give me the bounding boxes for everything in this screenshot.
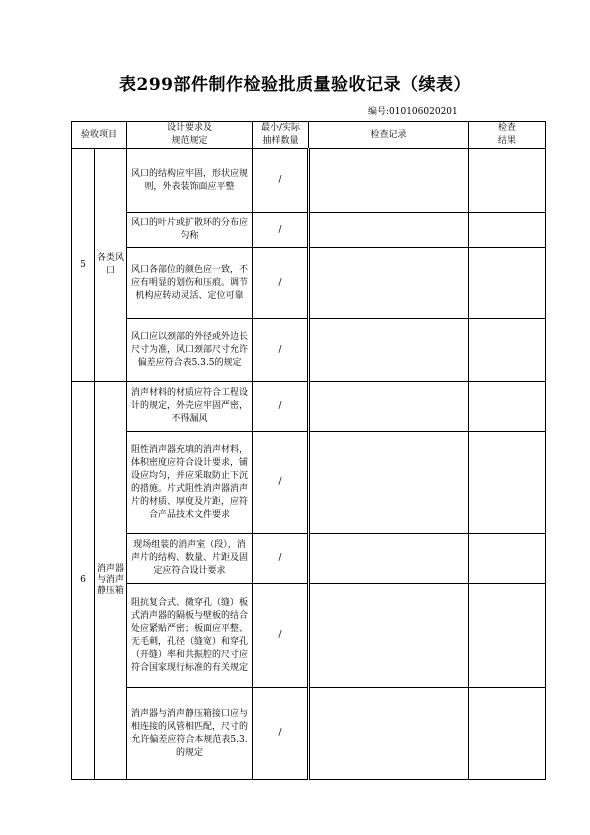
table-row xyxy=(72,382,546,432)
record-cell[interactable] xyxy=(309,534,469,584)
header-item: 验收项目 xyxy=(72,122,127,149)
requirement-cell: 现场组装的消声室（段），消声片的结构、数量、片距及固定应符合设计要求 xyxy=(127,534,253,584)
requirement-cell: 风口的结构应牢固，形状应规则，外表装饰面应平整 xyxy=(127,149,253,213)
header-requirement xyxy=(127,122,253,149)
header-requirement-line2: 规范规定 xyxy=(171,136,208,146)
table-row xyxy=(72,432,546,534)
quantity-cell: / xyxy=(253,213,309,248)
table-row xyxy=(72,584,546,688)
quantity-cell: / xyxy=(253,584,309,688)
result-cell[interactable] xyxy=(469,149,546,213)
table-row xyxy=(72,534,546,584)
requirement-cell: 消声材料的材质应符合工程设计的规定，外壳应牢固严密，不得漏风 xyxy=(127,382,253,432)
result-cell[interactable] xyxy=(469,688,546,780)
table-row xyxy=(72,248,546,319)
record-cell[interactable] xyxy=(309,213,469,248)
record-cell[interactable] xyxy=(309,319,469,382)
quantity-cell: / xyxy=(253,534,309,584)
header-quantity-line1: 最小/实际 xyxy=(260,123,301,133)
group-name: 消声器与消声静压箱 xyxy=(95,382,127,780)
requirement-cell: 风口各部位的颜色应一致，不应有明显的划伤和压痕。调节机构应转动灵活、定位可靠 xyxy=(127,248,253,319)
requirement-cell: 风口应以颈部的外径或外边长尺寸为准，风口颈部尺寸允许偏差应符合表5.3.5的规定 xyxy=(127,319,253,382)
page-title: 表299部件制作检验批质量验收记录（续表） xyxy=(119,75,471,95)
header-requirement-line1: 设计要求及 xyxy=(167,123,213,133)
table-row xyxy=(72,319,546,382)
requirement-cell: 风口的叶片或扩散环的分布应匀称 xyxy=(127,213,253,248)
header-row xyxy=(72,122,546,149)
requirement-cell: 消声器与消声静压箱接口应与相连接的风管相匹配，尺寸的允许偏差应符合本规范表5.3. 的规定 xyxy=(127,688,253,780)
header-quantity xyxy=(253,122,309,149)
record-cell[interactable] xyxy=(309,382,469,432)
quantity-cell: / xyxy=(253,319,309,382)
header-result-line1: 检查 xyxy=(498,123,517,133)
result-cell[interactable] xyxy=(469,213,546,248)
header-result xyxy=(469,122,546,149)
quantity-cell: / xyxy=(253,432,309,534)
header-record: 检查记录 xyxy=(309,122,469,149)
header-result-line2: 结果 xyxy=(498,136,517,146)
result-cell[interactable] xyxy=(469,382,546,432)
record-cell[interactable] xyxy=(309,584,469,688)
record-cell[interactable] xyxy=(309,149,469,213)
header-quantity-line2: 抽样数量 xyxy=(262,136,299,146)
table-row xyxy=(72,149,546,213)
quantity-cell: / xyxy=(253,149,309,213)
group-number: 6 xyxy=(72,382,95,780)
inspection-table xyxy=(71,121,546,780)
group-number: 5 xyxy=(72,149,95,382)
requirement-cell: 阻性消声器充填的消声材料，体积密度应符合设计要求，铺设应均匀，并应采取防止下沉的措施。片式阻性消声器消声片的材质、厚度及片距，应符合产品技术文件要求 xyxy=(127,432,253,534)
quantity-cell: / xyxy=(253,688,309,780)
quantity-cell: / xyxy=(253,248,309,319)
table-row xyxy=(72,213,546,248)
table-row xyxy=(72,688,546,780)
record-cell[interactable] xyxy=(309,432,469,534)
record-code: 编号:010106020201 xyxy=(368,107,458,117)
result-cell[interactable] xyxy=(469,584,546,688)
result-cell[interactable] xyxy=(469,432,546,534)
record-cell[interactable] xyxy=(309,688,469,780)
result-cell[interactable] xyxy=(469,319,546,382)
result-cell[interactable] xyxy=(469,534,546,584)
quantity-cell: / xyxy=(253,382,309,432)
record-cell[interactable] xyxy=(309,248,469,319)
result-cell[interactable] xyxy=(469,248,546,319)
group-name: 各类风口 xyxy=(95,149,127,382)
requirement-cell: 阻抗复合式、微穿孔（缝）板式消声器的隔板与壁板的结合处应紧贴严密；板面应平整、无毛刺，孔径（缝宽）和穿孔（开缝）率和共振腔的尺寸应符合国家现行标准的有关规定 xyxy=(127,584,253,688)
